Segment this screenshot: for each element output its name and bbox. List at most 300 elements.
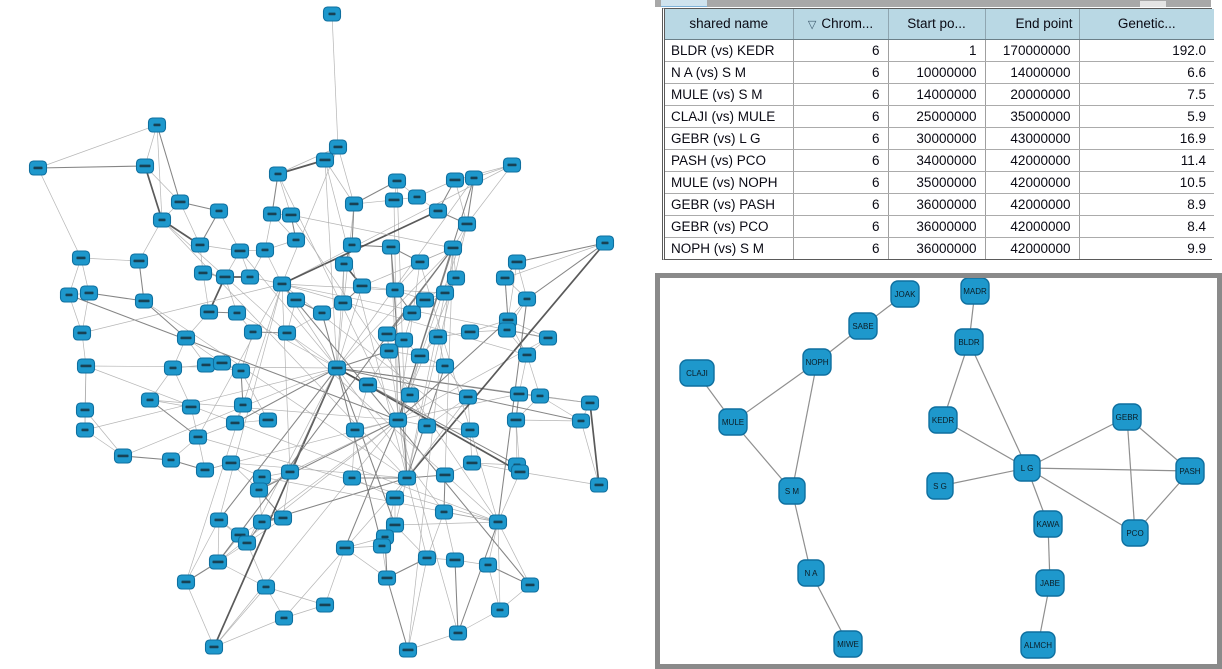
network-node-sabe[interactable] xyxy=(849,313,877,339)
node-label: N A xyxy=(804,569,818,578)
node-label-illegible xyxy=(168,459,175,462)
network-node[interactable] xyxy=(344,471,361,485)
column-header-startpo[interactable] xyxy=(888,9,985,39)
network-edge xyxy=(332,14,338,147)
node-label-illegible xyxy=(349,477,356,480)
network-node[interactable] xyxy=(386,193,403,207)
node-label-illegible xyxy=(467,462,478,465)
cell-value[interactable]: 170000000 xyxy=(985,39,1079,61)
cell-value[interactable]: 14000000 xyxy=(985,61,1079,83)
network-node[interactable] xyxy=(324,7,341,21)
network-node[interactable] xyxy=(402,388,419,402)
node-label-illegible xyxy=(259,521,266,524)
network-node[interactable] xyxy=(317,153,334,167)
network-node[interactable] xyxy=(508,413,525,427)
cell-shared-name[interactable]: MULE (vs) NOPH xyxy=(665,171,793,193)
node-label-illegible xyxy=(243,542,252,545)
network-node[interactable] xyxy=(211,204,228,218)
node-label-illegible xyxy=(403,477,412,480)
network-node[interactable] xyxy=(522,578,539,592)
network-node[interactable] xyxy=(336,257,353,271)
network-node[interactable] xyxy=(275,511,292,525)
network-node[interactable] xyxy=(165,361,182,375)
network-node[interactable] xyxy=(260,413,277,427)
node-label-illegible xyxy=(448,247,459,250)
network-node[interactable] xyxy=(217,270,234,284)
cell-value[interactable]: 42000000 xyxy=(985,215,1079,237)
cell-shared-name[interactable]: CLAJI (vs) MULE xyxy=(665,105,793,127)
network-node[interactable] xyxy=(447,553,464,567)
network-node[interactable] xyxy=(137,159,154,173)
network-node[interactable] xyxy=(254,515,271,529)
network-node[interactable] xyxy=(409,190,426,204)
network-node[interactable] xyxy=(233,364,250,378)
cell-value[interactable]: 25000000 xyxy=(888,105,985,127)
cell-value[interactable]: 6 xyxy=(793,61,888,83)
cell-value[interactable]: 6 xyxy=(793,127,888,149)
cell-shared-name[interactable]: GEBR (vs) PASH xyxy=(665,193,793,215)
node-label-illegible xyxy=(281,617,288,620)
network-node[interactable] xyxy=(131,254,148,268)
network-node[interactable] xyxy=(591,478,608,492)
node-label-illegible xyxy=(390,497,401,500)
node-label-illegible xyxy=(213,561,224,564)
table-row[interactable] xyxy=(665,127,1214,149)
network-node[interactable] xyxy=(223,456,240,470)
network-node[interactable] xyxy=(77,403,94,417)
network-node[interactable] xyxy=(192,238,209,252)
column-header-label: End point xyxy=(1015,16,1073,32)
network-node[interactable] xyxy=(412,255,429,269)
network-node[interactable] xyxy=(360,378,377,392)
network-node[interactable] xyxy=(450,626,467,640)
network-node[interactable] xyxy=(279,326,296,340)
network-node[interactable] xyxy=(264,207,281,221)
cell-value[interactable]: 6 xyxy=(793,83,888,105)
network-node[interactable] xyxy=(254,470,271,484)
network-node[interactable] xyxy=(61,288,78,302)
cell-value[interactable]: 11.4 xyxy=(1079,149,1214,171)
node-label-illegible xyxy=(423,557,432,560)
network-node[interactable] xyxy=(509,255,526,269)
table-row[interactable] xyxy=(665,193,1214,215)
node-label-illegible xyxy=(320,604,331,607)
network-edge xyxy=(337,204,354,368)
cell-value[interactable]: 6.6 xyxy=(1079,61,1214,83)
node-label-illegible xyxy=(339,302,348,305)
network-node[interactable] xyxy=(387,283,404,297)
cell-value[interactable]: 36000000 xyxy=(888,237,985,259)
network-node[interactable] xyxy=(74,326,91,340)
network-node[interactable] xyxy=(115,449,132,463)
node-label-illegible xyxy=(186,406,197,409)
network-node[interactable] xyxy=(283,208,300,222)
scroll-corner xyxy=(1140,1,1166,7)
cell-value[interactable]: 35000000 xyxy=(985,105,1079,127)
node-label-illegible xyxy=(385,350,394,353)
node-label-illegible xyxy=(393,180,402,183)
node-label-illegible xyxy=(81,365,92,368)
table-row[interactable] xyxy=(665,149,1214,171)
network-node[interactable] xyxy=(389,174,406,188)
cell-value[interactable]: 20000000 xyxy=(985,83,1079,105)
column-header-genetic[interactable] xyxy=(1079,9,1214,39)
cell-value[interactable]: 6 xyxy=(793,39,888,61)
network-node[interactable] xyxy=(430,330,447,344)
network-node[interactable] xyxy=(288,293,305,307)
network-node[interactable] xyxy=(81,286,98,300)
cell-value[interactable]: 6 xyxy=(793,171,888,193)
network-node[interactable] xyxy=(419,419,436,433)
cell-value[interactable]: 6 xyxy=(793,237,888,259)
cell-value[interactable]: 42000000 xyxy=(985,171,1079,193)
network-node[interactable] xyxy=(347,423,364,437)
cell-value[interactable]: 14000000 xyxy=(888,83,985,105)
node-label-illegible xyxy=(403,649,414,652)
cell-value[interactable]: 5.9 xyxy=(1079,105,1214,127)
network-view-small xyxy=(655,273,1222,669)
node-label-illegible xyxy=(464,396,473,399)
cell-value[interactable]: 6 xyxy=(793,193,888,215)
network-node-pco[interactable] xyxy=(1122,520,1148,546)
network-node-mule[interactable] xyxy=(719,409,747,435)
network-node[interactable] xyxy=(445,241,462,255)
network-node-claji[interactable] xyxy=(680,360,714,386)
network-edge xyxy=(338,147,354,204)
network-node-l-g[interactable] xyxy=(1014,455,1040,481)
network-node[interactable] xyxy=(504,158,521,172)
network-node[interactable] xyxy=(178,575,195,589)
network-node[interactable] xyxy=(540,331,557,345)
table-row[interactable] xyxy=(665,83,1214,105)
network-node[interactable] xyxy=(242,270,259,284)
network-node-pash[interactable] xyxy=(1176,458,1204,484)
table-row[interactable] xyxy=(665,171,1214,193)
node-label-illegible xyxy=(453,277,460,280)
cell-value[interactable]: 6 xyxy=(793,105,888,127)
filter-funnel-icon[interactable]: ▽ xyxy=(807,19,817,32)
network-node-madr[interactable] xyxy=(961,278,989,304)
cell-shared-name[interactable]: MULE (vs) S M xyxy=(665,83,793,105)
network-node[interactable] xyxy=(490,515,507,529)
network-node[interactable] xyxy=(512,465,529,479)
cell-value[interactable]: 7.5 xyxy=(1079,83,1214,105)
cell-value[interactable]: 42000000 xyxy=(985,193,1079,215)
node-label-illegible xyxy=(351,429,360,432)
network-node[interactable] xyxy=(582,396,599,410)
node-label-illegible xyxy=(250,331,257,334)
cell-value[interactable]: 10.5 xyxy=(1079,171,1214,193)
network-node[interactable] xyxy=(329,361,346,375)
node-label-illegible xyxy=(275,173,282,176)
edge-attribute-table-panel xyxy=(662,8,1212,260)
network-node[interactable] xyxy=(276,611,293,625)
network-edge xyxy=(1027,417,1127,468)
network-node[interactable] xyxy=(466,171,483,185)
network-node[interactable] xyxy=(251,483,268,497)
network-edge xyxy=(1127,417,1135,533)
network-node[interactable] xyxy=(163,453,180,467)
cell-value[interactable]: 42000000 xyxy=(985,149,1079,171)
node-label-illegible xyxy=(286,471,295,474)
network-node-bldr[interactable] xyxy=(955,329,983,355)
network-node-kedr[interactable] xyxy=(929,407,957,433)
network-node-kawa[interactable] xyxy=(1034,511,1062,537)
network-node[interactable] xyxy=(214,356,231,370)
column-header-endpoint[interactable] xyxy=(985,9,1079,39)
network-node[interactable] xyxy=(288,233,305,247)
node-label-illegible xyxy=(537,395,544,398)
tab-fragment[interactable] xyxy=(661,0,707,7)
table-row[interactable] xyxy=(665,61,1214,83)
node-label: MULE xyxy=(721,418,745,427)
node-label-illegible xyxy=(196,244,205,247)
network-node[interactable] xyxy=(390,413,407,427)
network-node[interactable] xyxy=(274,277,291,291)
table-row[interactable] xyxy=(665,215,1214,237)
node-label-illegible xyxy=(524,298,531,301)
network-node[interactable] xyxy=(412,349,429,363)
network-node[interactable] xyxy=(206,640,223,654)
network-edge xyxy=(186,582,214,647)
network-node[interactable] xyxy=(379,571,396,585)
cell-shared-name[interactable]: GEBR (vs) L G xyxy=(665,127,793,149)
network-node[interactable] xyxy=(258,580,275,594)
node-label-illegible xyxy=(544,337,553,340)
table-row[interactable] xyxy=(665,237,1214,259)
node-label-illegible xyxy=(334,146,343,149)
network-node[interactable] xyxy=(497,271,514,285)
cell-shared-name[interactable]: NOPH (vs) S M xyxy=(665,237,793,259)
node-label-illegible xyxy=(66,294,73,297)
network-node[interactable] xyxy=(282,465,299,479)
network-node[interactable] xyxy=(492,603,509,617)
network-node[interactable] xyxy=(337,541,354,555)
node-label-illegible xyxy=(247,276,254,279)
network-node[interactable] xyxy=(436,505,453,519)
network-node-n-a[interactable] xyxy=(798,560,824,586)
network-node[interactable] xyxy=(77,423,94,437)
network-node[interactable] xyxy=(198,358,215,372)
node-label-illegible xyxy=(231,422,240,425)
network-node-gebr[interactable] xyxy=(1113,404,1141,430)
network-node[interactable] xyxy=(346,197,363,211)
network-node[interactable] xyxy=(448,271,465,285)
node-label-illegible xyxy=(134,260,145,263)
network-node[interactable] xyxy=(379,327,396,341)
cell-shared-name[interactable]: GEBR (vs) PCO xyxy=(665,215,793,237)
network-node[interactable] xyxy=(142,393,159,407)
node-label-illegible xyxy=(293,239,300,242)
network-node[interactable] xyxy=(464,456,481,470)
network-node[interactable] xyxy=(201,305,218,319)
network-node[interactable] xyxy=(511,387,528,401)
network-node-s-g[interactable] xyxy=(927,473,953,499)
network-node-miwe[interactable] xyxy=(834,631,862,657)
node-label-illegible xyxy=(85,292,94,295)
cell-value[interactable]: 9.9 xyxy=(1079,237,1214,259)
cell-value[interactable]: 36000000 xyxy=(888,193,985,215)
network-node[interactable] xyxy=(499,323,516,337)
node-label-illegible xyxy=(332,367,343,370)
node-label-illegible xyxy=(238,370,245,373)
network-node[interactable] xyxy=(136,294,153,308)
node-label-illegible xyxy=(234,312,241,315)
cell-value[interactable]: 16.9 xyxy=(1079,127,1214,149)
network-node[interactable] xyxy=(387,491,404,505)
node-label-illegible xyxy=(494,521,503,524)
node-label-illegible xyxy=(387,246,396,249)
node-label-illegible xyxy=(526,584,535,587)
cell-value[interactable]: 42000000 xyxy=(985,237,1079,259)
network-node-jabe[interactable] xyxy=(1036,570,1064,596)
network-node[interactable] xyxy=(404,306,421,320)
cell-value[interactable]: 192.0 xyxy=(1079,39,1214,61)
cell-value[interactable]: 35000000 xyxy=(888,171,985,193)
network-node[interactable] xyxy=(229,306,246,320)
network-canvas-small[interactable] xyxy=(660,278,1217,664)
network-node[interactable] xyxy=(73,251,90,265)
node-label-illegible xyxy=(382,333,393,336)
cell-shared-name[interactable]: PASH (vs) PCO xyxy=(665,149,793,171)
network-node[interactable] xyxy=(239,536,256,550)
network-node[interactable] xyxy=(197,463,214,477)
node-label-illegible xyxy=(349,244,356,247)
network-node[interactable] xyxy=(419,551,436,565)
network-node[interactable] xyxy=(430,204,447,218)
network-node[interactable] xyxy=(437,359,454,373)
network-node[interactable] xyxy=(437,286,454,300)
network-node[interactable] xyxy=(417,293,434,307)
network-node[interactable] xyxy=(573,414,590,428)
network-node[interactable] xyxy=(459,217,476,231)
node-label-illegible xyxy=(407,394,414,397)
node-label-illegible xyxy=(379,545,386,548)
node-label-illegible xyxy=(416,261,425,264)
network-node[interactable] xyxy=(190,430,207,444)
cell-value[interactable]: 6 xyxy=(793,149,888,171)
network-node[interactable] xyxy=(195,266,212,280)
node-label-illegible xyxy=(263,419,274,422)
node-label-illegible xyxy=(350,203,359,206)
cell-value[interactable]: 1 xyxy=(888,39,985,61)
node-label-illegible xyxy=(401,339,408,342)
network-node[interactable] xyxy=(400,643,417,657)
network-node[interactable] xyxy=(210,555,227,569)
tab-strip xyxy=(655,0,1222,7)
network-node[interactable] xyxy=(447,173,464,187)
network-node[interactable] xyxy=(314,306,331,320)
network-node[interactable] xyxy=(257,243,274,257)
network-node[interactable] xyxy=(149,118,166,132)
network-node[interactable] xyxy=(374,539,391,553)
cell-shared-name[interactable]: N A (vs) S M xyxy=(665,61,793,83)
node-label: NOPH xyxy=(805,358,829,367)
network-node[interactable] xyxy=(154,213,171,227)
network-node-noph[interactable] xyxy=(803,349,831,375)
network-node[interactable] xyxy=(597,236,614,250)
table-row[interactable] xyxy=(665,39,1214,61)
network-node[interactable] xyxy=(460,390,477,404)
network-node[interactable] xyxy=(399,471,416,485)
node-label-illegible xyxy=(283,332,292,335)
network-node[interactable] xyxy=(462,325,479,339)
node-label: MIWE xyxy=(837,640,859,649)
network-node[interactable] xyxy=(227,416,244,430)
network-node-s-m[interactable] xyxy=(779,478,805,504)
network-node[interactable] xyxy=(211,513,228,527)
network-node[interactable] xyxy=(270,167,287,181)
network-node[interactable] xyxy=(344,238,361,252)
network-node[interactable] xyxy=(381,344,398,358)
cell-value[interactable]: 34000000 xyxy=(888,149,985,171)
cell-value[interactable]: 8.9 xyxy=(1079,193,1214,215)
network-edge xyxy=(291,215,453,248)
cell-value[interactable]: 36000000 xyxy=(888,215,985,237)
node-label-illegible xyxy=(140,165,151,168)
node-label-illegible xyxy=(235,250,246,253)
network-node-joak[interactable] xyxy=(891,281,919,307)
node-label-illegible xyxy=(77,257,86,260)
column-header-label: Chrom... xyxy=(821,16,874,32)
network-node[interactable] xyxy=(30,161,47,175)
network-node-almch[interactable] xyxy=(1021,632,1055,658)
node-label-illegible xyxy=(340,547,351,550)
network-node[interactable] xyxy=(178,331,195,345)
node-label-illegible xyxy=(586,402,595,405)
node-label-illegible xyxy=(595,484,604,487)
cell-value[interactable]: 8.4 xyxy=(1079,215,1214,237)
network-node[interactable] xyxy=(232,244,249,258)
node-label-illegible xyxy=(434,210,443,213)
network-node[interactable] xyxy=(519,348,536,362)
network-node[interactable] xyxy=(519,292,536,306)
network-node[interactable] xyxy=(354,279,371,293)
node-label-illegible xyxy=(363,384,374,387)
node-label-illegible xyxy=(226,462,237,465)
network-node[interactable] xyxy=(317,598,334,612)
cell-value[interactable]: 10000000 xyxy=(888,61,985,83)
network-node[interactable] xyxy=(78,359,95,373)
network-node[interactable] xyxy=(480,558,497,572)
network-node[interactable] xyxy=(396,333,413,347)
cell-value[interactable]: 43000000 xyxy=(985,127,1079,149)
column-header-chrom[interactable] xyxy=(793,9,888,39)
column-header-sharedname[interactable] xyxy=(665,9,793,39)
network-edge xyxy=(969,342,1027,468)
network-node[interactable] xyxy=(437,468,454,482)
node-label: PASH xyxy=(1179,467,1201,476)
network-node[interactable] xyxy=(235,398,252,412)
network-node[interactable] xyxy=(462,423,479,437)
network-node[interactable] xyxy=(183,400,200,414)
node-label-illegible xyxy=(501,277,510,280)
table-row[interactable] xyxy=(665,105,1214,127)
node-label-illegible xyxy=(139,300,150,303)
network-node[interactable] xyxy=(335,296,352,310)
network-node[interactable] xyxy=(330,140,347,154)
cell-value[interactable]: 30000000 xyxy=(888,127,985,149)
network-edge xyxy=(498,522,500,610)
right-column xyxy=(655,0,1222,669)
node-label-illegible xyxy=(357,285,368,288)
network-node[interactable] xyxy=(383,240,400,254)
network-node[interactable] xyxy=(532,389,549,403)
network-node[interactable] xyxy=(172,195,189,209)
cell-shared-name[interactable]: BLDR (vs) KEDR xyxy=(665,39,793,61)
network-node[interactable] xyxy=(245,325,262,339)
cell-value[interactable]: 6 xyxy=(793,215,888,237)
